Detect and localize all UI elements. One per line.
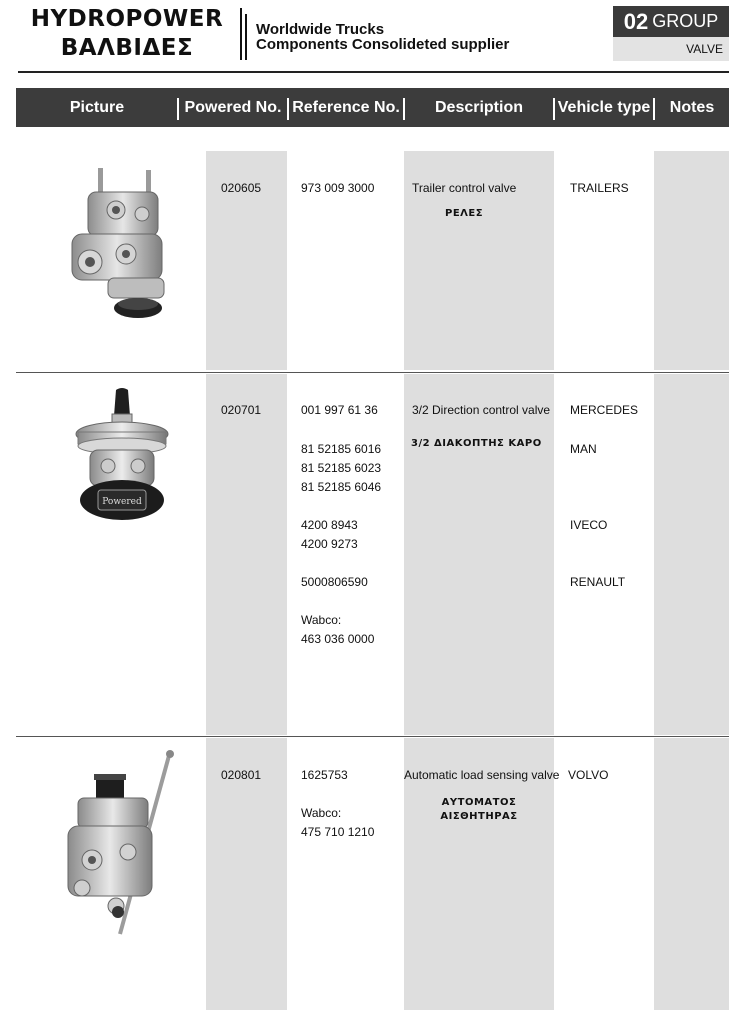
- reference-number: 1625753: [301, 768, 348, 782]
- col-picture: Picture: [69, 99, 125, 116]
- trailer-control-valve-photo-icon: [60, 162, 170, 322]
- col-reference-no: Reference No.: [292, 99, 400, 116]
- reference-number: 81 52185 6023: [301, 461, 382, 475]
- description-greek-line1: ΑΥΤΟΜΑΤΟΣ: [441, 797, 517, 808]
- notes-col-band: [654, 374, 729, 735]
- reference-number: 5000806590: [301, 575, 368, 589]
- description-greek: [404, 796, 554, 824]
- description-text: Automatic load sensing valve: [404, 768, 560, 782]
- brand-logo: [22, 6, 232, 63]
- reference-number: 4200 9273: [301, 537, 358, 551]
- col-notes: Notes: [669, 99, 715, 116]
- reference-number: 81 52185 6046: [301, 480, 382, 494]
- reference-label: Wabco:: [301, 806, 342, 820]
- tagline: [256, 22, 509, 52]
- header-divider: [240, 8, 242, 60]
- notes-col-band: [654, 738, 729, 1010]
- reference-number: 001 997 61 36: [301, 403, 378, 417]
- description-text: 3/2 Direction control valve: [412, 403, 551, 417]
- powered-number: 020605: [221, 181, 262, 195]
- load-sensing-valve-photo-icon: [58, 748, 188, 948]
- description-col-band: [404, 374, 554, 735]
- reference-number: 475 710 1210: [301, 825, 375, 839]
- vehicle-type: VOLVO: [568, 768, 609, 782]
- reference-number: 81 52185 6016: [301, 442, 382, 456]
- powered-col-band: [206, 374, 287, 735]
- brand-subtitle: ΒΑΛΒΙΔΕΣ: [60, 35, 194, 61]
- col-powered-no: Powered No.: [184, 99, 282, 116]
- col-vehicle-type: Vehicle type: [557, 99, 651, 116]
- brand-name: HYDROPOWER: [30, 6, 224, 32]
- powered-number: 020801: [221, 768, 262, 782]
- header-divider-2: [245, 14, 247, 60]
- tagline-line2: Components Consolideted supplier: [256, 36, 510, 53]
- notes-col-band: [654, 151, 729, 370]
- vehicle-type: IVECO: [570, 518, 608, 532]
- description-greek-line2: ΑΙΣΘΗΤΗΡΑΣ: [440, 811, 518, 822]
- vehicle-type: MERCEDES: [570, 403, 639, 417]
- direction-control-valve-photo-icon: [72, 386, 182, 526]
- tagline-line1: Worldwide Trucks: [256, 21, 385, 38]
- vehicle-type: TRAILERS: [570, 181, 629, 195]
- group-label: GROUP: [652, 11, 719, 31]
- group-subtitle: VALVE: [613, 37, 729, 61]
- plate-label: Powered: [102, 497, 142, 507]
- group-badge: [613, 6, 729, 37]
- row-divider: [16, 736, 729, 737]
- powered-number: 020701: [221, 403, 262, 417]
- reference-number: 463 036 0000: [301, 632, 375, 646]
- vehicle-type: RENAULT: [570, 575, 626, 589]
- reference-number: 4200 8943: [301, 518, 358, 532]
- col-description: Description: [434, 99, 523, 116]
- group-number: 02: [623, 8, 649, 34]
- reference-number: 973 009 3000: [301, 181, 375, 195]
- description-greek: 3/2 ΔΙΑΚΟΠΤΗΣ ΚΑΡΟ: [411, 438, 542, 449]
- description-greek: ΡΕΛΕΣ: [445, 208, 484, 219]
- header-rule: [18, 71, 729, 73]
- table-header: [16, 88, 729, 127]
- row-divider: [16, 372, 729, 373]
- description-text: Trailer control valve: [412, 181, 517, 195]
- reference-label: Wabco:: [301, 613, 342, 627]
- vehicle-type: MAN: [570, 442, 597, 456]
